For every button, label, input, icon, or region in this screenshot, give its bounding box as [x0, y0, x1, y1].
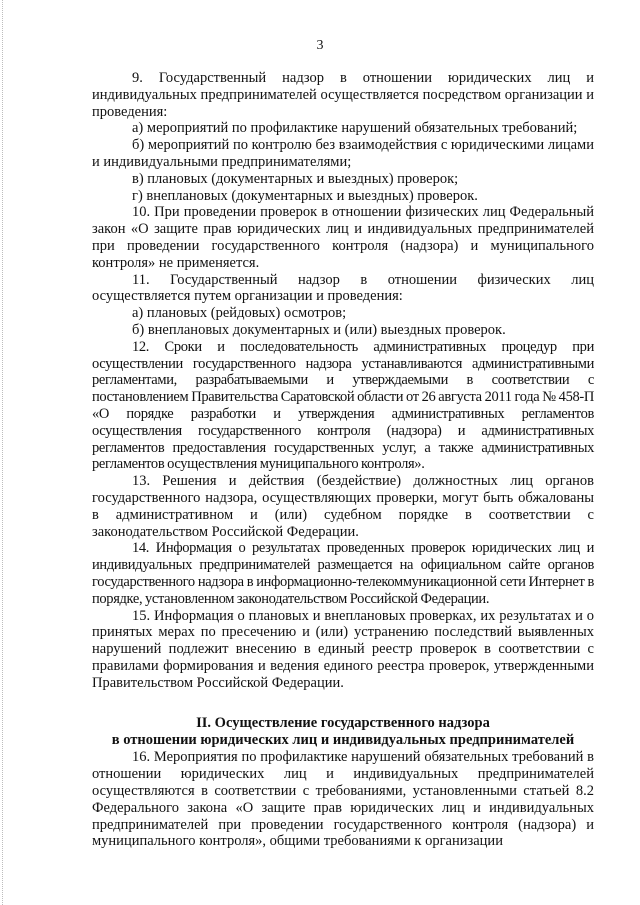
paragraph-p12: 12. Сроки и последовательность административных процедур при осуществлении государственного надзора устанавливаются административными регламентами, разрабатываемыми и утверждаемыми в соответствии с постановлением Правительства Саратовской области от 26 августа 2011 года № 458-П «О порядке разработки и утверждения административных регламентов осуществления государственного контроля (надзора) и административных регламентов предоставления государственных услуг, а также административных регламентов осуществления муниципального контроля».	[92, 338, 594, 473]
paragraph-p9a: а) мероприятий по профилактике нарушений обязательных требований;	[132, 120, 578, 137]
section-heading	[92, 715, 594, 749]
paragraphs-after-heading	[92, 749, 594, 850]
paragraphs-before-heading	[92, 70, 594, 691]
paragraph-p11: 11. Государственный надзор в отношении физических лиц осуществляется путем организации и проведения:	[92, 271, 594, 305]
paragraph-p15: 15. Информация о плановых и внеплановых проверках, их результатах и о принятых мерах по пресечению и (или) устранению последствий выявленных нарушений подлежит внесению в единый реестр проверок в соответствии с правилами формирования и ведения единого реестра проверок, утвержденными Правительством Российской Федерации.	[92, 607, 594, 691]
paragraph-p11a: а) плановых (рейдовых) осмотров;	[132, 305, 347, 322]
paragraph-p10: 10. При проведении проверок в отношении физических лиц Федеральный закон «О защите прав юридических лиц и индивидуальных предпринимателей при проведении государственного контроля (надзора) и муниципального контроля» не применяется.	[92, 204, 594, 271]
section-heading-line-2: в отношении юридических лиц и индивидуальных предпринимателей	[111, 732, 575, 749]
paragraph-p9c: в) плановых (документарных и выездных) проверок;	[132, 170, 459, 187]
paragraph-p9d: г) внеплановых (документарных и выездных) проверок.	[132, 187, 478, 204]
scan-edge-line	[2, 0, 4, 905]
section-heading-line-1: II. Осуществление государственного надзора	[196, 715, 490, 732]
paragraph-p9: 9. Государственный надзор в отношении юридических лиц и индивидуальных предпринимателей осуществляется посредством организации и проведения:	[92, 70, 594, 120]
paragraph-p11b: б) внеплановых документарных и (или) выездных проверок.	[132, 321, 506, 338]
paragraph-p14: 14. Информация о результатах проведенных проверок юридических лиц и индивидуальных предпринимателей размещается на официальном сайте органов государственного надзора в информационно-телекоммуникационной сети Интернет в порядке, установленном законодательством Российской Федерации.	[92, 540, 594, 607]
paragraph-p13: 13. Решения и действия (бездействие) должностных лиц органов государственного надзора, осуществляющих проверки, могут быть обжалованы в административном и (или) судебном порядке в соответствии с законодательством Российской Федерации.	[92, 473, 594, 540]
paragraph-p9b: б) мероприятий по контролю без взаимодействия с юридическими лицами и индивидуальными предпринимателями;	[92, 137, 594, 170]
paragraph-p16: 16. Мероприятия по профилактике нарушений обязательных требований в отношении юридических лиц и индивидуальных предпринимателей осуществляются в соответствии с требованиями, установленными статьей 8.2 Федерального закона «О защите прав юридических лиц и индивидуальных предпринимателей при проведении государственного контроля (надзора) и муниципального контроля», общими требованиями к организации	[92, 749, 594, 850]
document-body	[92, 70, 594, 850]
page-number: 3	[316, 38, 324, 53]
